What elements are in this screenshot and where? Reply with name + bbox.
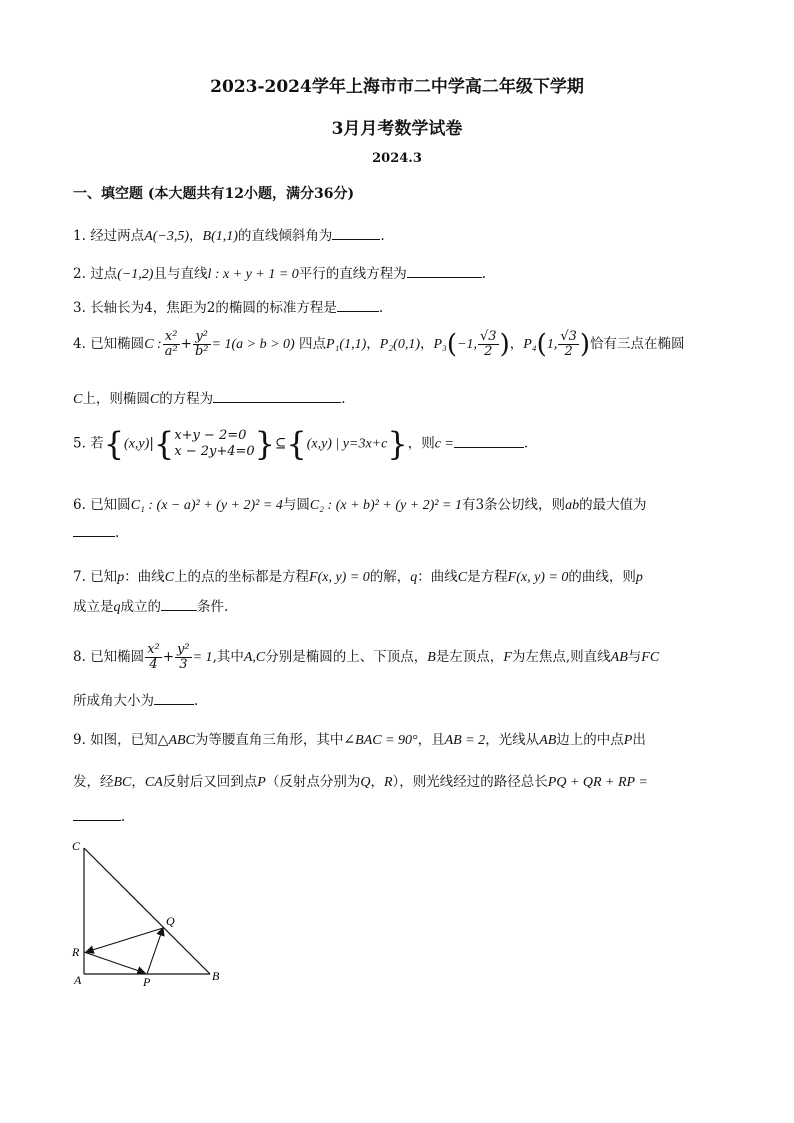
q4-frac-x: $\frac{\text{x²}}{\text{a²}}$	[164, 329, 178, 359]
q8-answer-blank[interactable]	[154, 690, 194, 705]
q9-r: R	[383, 775, 393, 790]
q4-text-3: 恰有三点在椭圆	[590, 336, 685, 352]
q4-end: .	[341, 391, 346, 407]
q9-text-6: 出	[632, 732, 646, 748]
q8-frac-y: $\frac{\text{y²}}{3}$	[177, 642, 190, 672]
question-3	[73, 297, 723, 319]
q4-line2-text-2: 的方程为	[159, 391, 214, 407]
q2-number: 2.	[73, 266, 86, 282]
q8-text-6: 与	[627, 649, 642, 665]
q3-text: 长轴长为4，焦距为2的椭圆的标准方程是	[90, 300, 337, 316]
q4-p3-frac: $\frac{√3}{2}$	[480, 329, 497, 359]
question-7-line2	[73, 596, 723, 619]
label-q: Q	[166, 914, 175, 928]
q5-set-1: (x,y)	[124, 436, 150, 452]
q4-condition: = 1(a > b > 0)	[211, 337, 295, 352]
label-b: B	[212, 969, 220, 983]
q4-point-p4-label: P₄	[523, 337, 537, 352]
q4-curve-name: C :	[144, 337, 162, 352]
q8-ac: A,C	[243, 650, 266, 665]
q7-line2-text-2: 成立的	[120, 599, 161, 615]
q4-point-p3-label: P₃	[433, 337, 447, 352]
q9-line2-text-3: 反射后又回到点	[162, 774, 258, 790]
q2-text-2: 且与直线	[153, 266, 208, 282]
question-8: 8. 已知椭圆 $\frac{\text{x²}}{4}$ + $\frac{\text{y²}}{3}$ = 1,其中A,C分别是椭圆的上、下顶点，B是左顶点，F为左焦点,则直线AB与FC	[73, 642, 660, 672]
q8-eq: = 1	[192, 650, 213, 665]
q4-point-p3-x: −1,	[457, 337, 478, 352]
q8-text-2: ,其中	[212, 649, 244, 665]
q4-frac-y: $\frac{\text{y²}}{\text{b²}}$	[194, 329, 209, 359]
q5-subset: ⊆	[275, 435, 287, 452]
q1-text: 经过两点	[90, 228, 145, 244]
q4-c-label-2: C	[149, 392, 160, 407]
q9-text-5: 边上的中点	[556, 732, 624, 748]
q5-system	[174, 428, 254, 460]
question-8-line2	[73, 690, 723, 712]
q4-line2-text: 上，则椭圆	[82, 391, 150, 407]
q5-text-2: ，则	[407, 435, 435, 452]
q1-point-a: A(−3,5)	[144, 229, 190, 244]
q9-text-2: 为等腰直角三角形，其中	[194, 732, 344, 748]
q7-line2-text-3: 条件.	[197, 599, 229, 615]
question-9	[73, 729, 723, 752]
q9-p: P	[623, 733, 633, 748]
q9-line2-text-5: ，	[370, 774, 384, 790]
q1-text-2: 的直线倾斜角为	[237, 228, 333, 244]
q1-separator: ，	[189, 228, 203, 244]
q7-text: 已知	[90, 569, 118, 585]
ray-pq	[147, 928, 163, 974]
q7-p-2: p	[635, 570, 643, 585]
q4-point-p4-x: 1,	[546, 337, 558, 352]
q2-line: l : x + y + 1 = 0	[207, 267, 299, 282]
q7-q-2: q	[113, 600, 121, 615]
q6-circle-2: C₂ : (x + b)² + (y + 2)² = 1	[309, 498, 462, 513]
q9-ab-length: AB = 2	[444, 733, 486, 748]
q9-number: 9.	[73, 732, 86, 748]
q8-frac-x: $\frac{\text{x²}}{4}$	[147, 642, 160, 672]
question-5: 5. 若{(x,y)|{ x+y − 2=0 x − 2y+4=0 }⊆{(x,y) | y=3x+c}，则c = .	[73, 425, 529, 463]
q7-number: 7.	[73, 569, 86, 585]
q5-end: .	[523, 435, 529, 452]
q6-number: 6.	[73, 497, 86, 513]
question-9-line2	[73, 771, 723, 794]
q8-text: 已知椭圆	[90, 649, 145, 665]
q9-line2-text: 发，经	[73, 774, 114, 790]
question-1	[73, 225, 723, 248]
q2-text: 过点	[90, 266, 118, 282]
q6-text-3: 有3条公切线，则	[461, 497, 566, 513]
q9-p-2: P	[257, 775, 266, 790]
q4-c-label: C	[73, 392, 83, 407]
q8-ab: AB	[610, 650, 628, 665]
q2-end: .	[481, 266, 487, 282]
q7-text-3: 上的点的坐标都是方程	[174, 569, 310, 585]
q6-end: .	[115, 525, 120, 541]
q9-answer-blank[interactable]	[73, 806, 121, 821]
q7-text-5: ：曲线	[417, 569, 458, 585]
q4-text-2: 四点	[298, 336, 326, 352]
q5-text: 若	[90, 435, 104, 452]
q7-equation-2: F(x, y) = 0	[507, 570, 569, 585]
q3-number: 3.	[73, 300, 86, 316]
q4-text: 已知椭圆	[90, 336, 145, 352]
q9-sum: PQ + QR + RP =	[547, 775, 648, 790]
q9-end: .	[121, 809, 126, 825]
label-r: R	[72, 945, 80, 959]
q8-fc: FC	[641, 650, 660, 665]
q4-point-p1: P₁(1,1)	[325, 337, 367, 352]
q5-eq-1: x+y − 2=0	[174, 428, 247, 443]
question-7	[73, 566, 723, 589]
q6-answer-blank[interactable]	[73, 522, 115, 537]
q7-answer-blank[interactable]	[161, 596, 197, 611]
question-6	[73, 494, 723, 517]
q9-bc: BC	[113, 775, 132, 790]
label-a: A	[74, 973, 82, 987]
q8-number: 8.	[73, 649, 86, 665]
q7-text-4: 的解，	[369, 569, 411, 585]
q8-text-4: 是左顶点，	[435, 649, 504, 665]
ray-rp	[84, 952, 145, 973]
q5-c: c =	[434, 436, 454, 452]
q1-point-b: B(1,1)	[202, 229, 238, 244]
q8-b: B	[427, 650, 436, 665]
q1-end: .	[380, 228, 385, 244]
question-2	[73, 263, 723, 286]
q8-text-5: 为左焦点,则直线	[511, 649, 611, 665]
exam-date: 2024.3	[372, 151, 422, 166]
q5-set-2: (x,y) | y=3x+c	[306, 436, 388, 452]
q9-ab: AB	[539, 733, 557, 748]
q2-text-3: 平行的直线方程为	[298, 266, 407, 282]
q9-line2-text-4: （反射点分别为	[265, 774, 361, 790]
q7-text-7: 的曲线，则	[568, 569, 636, 585]
q7-c-2: C	[457, 570, 468, 585]
q6-text: 已知圆	[90, 497, 131, 513]
q9-triangle: △ABC	[157, 733, 195, 748]
q9-figure	[66, 836, 226, 992]
q8-end: .	[194, 693, 199, 709]
q4-number: 4.	[73, 336, 86, 352]
side-bc	[84, 848, 210, 974]
q4-point-p2: P₂(0,1)	[379, 337, 420, 352]
q8-line2-text: 所成角大小为	[73, 693, 154, 709]
question-4: 4. 已知椭圆C : $\frac{\text{x²}}{\text{a²}}$ + $\frac{\text{y²}}{\text{b²}}$ = 1(a > b > 0) 四点P₁(1,1)，P₂(0,1)，P₃(−1, $\frac{√3}{2}$ )，P₄(1, $\frac{√3}{2}$ )恰有三点在椭圆	[73, 329, 685, 360]
section-heading: 一、填空题 (本大题共有12小题，满分36分)	[73, 186, 355, 202]
q7-line2-text: 成立是	[73, 599, 114, 615]
question-9-line3	[73, 806, 723, 828]
q6-text-4: 的最大值为	[579, 497, 647, 513]
q7-q: q	[410, 570, 418, 585]
q9-text-4: ，光线从	[485, 732, 540, 748]
q7-equation: F(x, y) = 0	[309, 570, 370, 585]
exam-title-line1: 2023-2024学年上海市市二中学高二年级下学期	[210, 77, 584, 97]
q6-text-2: 与圆	[282, 497, 310, 513]
q9-angle: ∠BAC = 90°	[343, 733, 418, 748]
q4-answer-blank[interactable]	[213, 388, 341, 403]
q7-text-6: 是方程	[467, 569, 508, 585]
exam-title-line2: 3月月考数学试卷	[331, 119, 463, 139]
q9-ca: CA	[144, 775, 163, 790]
q9-q: Q	[360, 775, 371, 790]
q6-ab: ab	[565, 498, 580, 513]
q6-circle-1: C₁ : (x − a)² + (y + 2)² = 4	[130, 498, 283, 513]
q5-eq-2: x − 2y+4=0	[174, 444, 255, 459]
label-p: P	[143, 975, 151, 989]
q1-number: 1.	[73, 228, 86, 244]
q3-answer-blank[interactable]	[337, 297, 379, 312]
q2-point: (−1,2)	[117, 267, 154, 282]
q1-answer-blank[interactable]	[332, 225, 380, 240]
q7-p: p	[117, 570, 125, 585]
q9-text: 如图，已知	[90, 732, 158, 748]
q9-line2-text-6: ），则光线经过的路径总长	[392, 774, 548, 790]
label-c: C	[72, 839, 81, 853]
q5-number: 5.	[73, 435, 86, 452]
question-4-line2	[73, 388, 723, 411]
q8-f: F	[503, 650, 512, 665]
question-6-line2	[73, 522, 723, 544]
q5-answer-blank[interactable]	[454, 433, 524, 448]
q2-answer-blank[interactable]	[407, 263, 482, 278]
q7-c: C	[164, 570, 175, 585]
q3-end: .	[378, 300, 384, 316]
q9-text-3: ，且	[417, 732, 445, 748]
q4-p4-frac: $\frac{√3}{2}$	[560, 329, 577, 359]
q7-text-2: ：曲线	[124, 569, 165, 585]
ray-qr	[86, 928, 163, 952]
q9-line2-text-2: ，	[131, 774, 145, 790]
q8-text-3: 分别是椭圆的上、下顶点，	[265, 649, 428, 665]
